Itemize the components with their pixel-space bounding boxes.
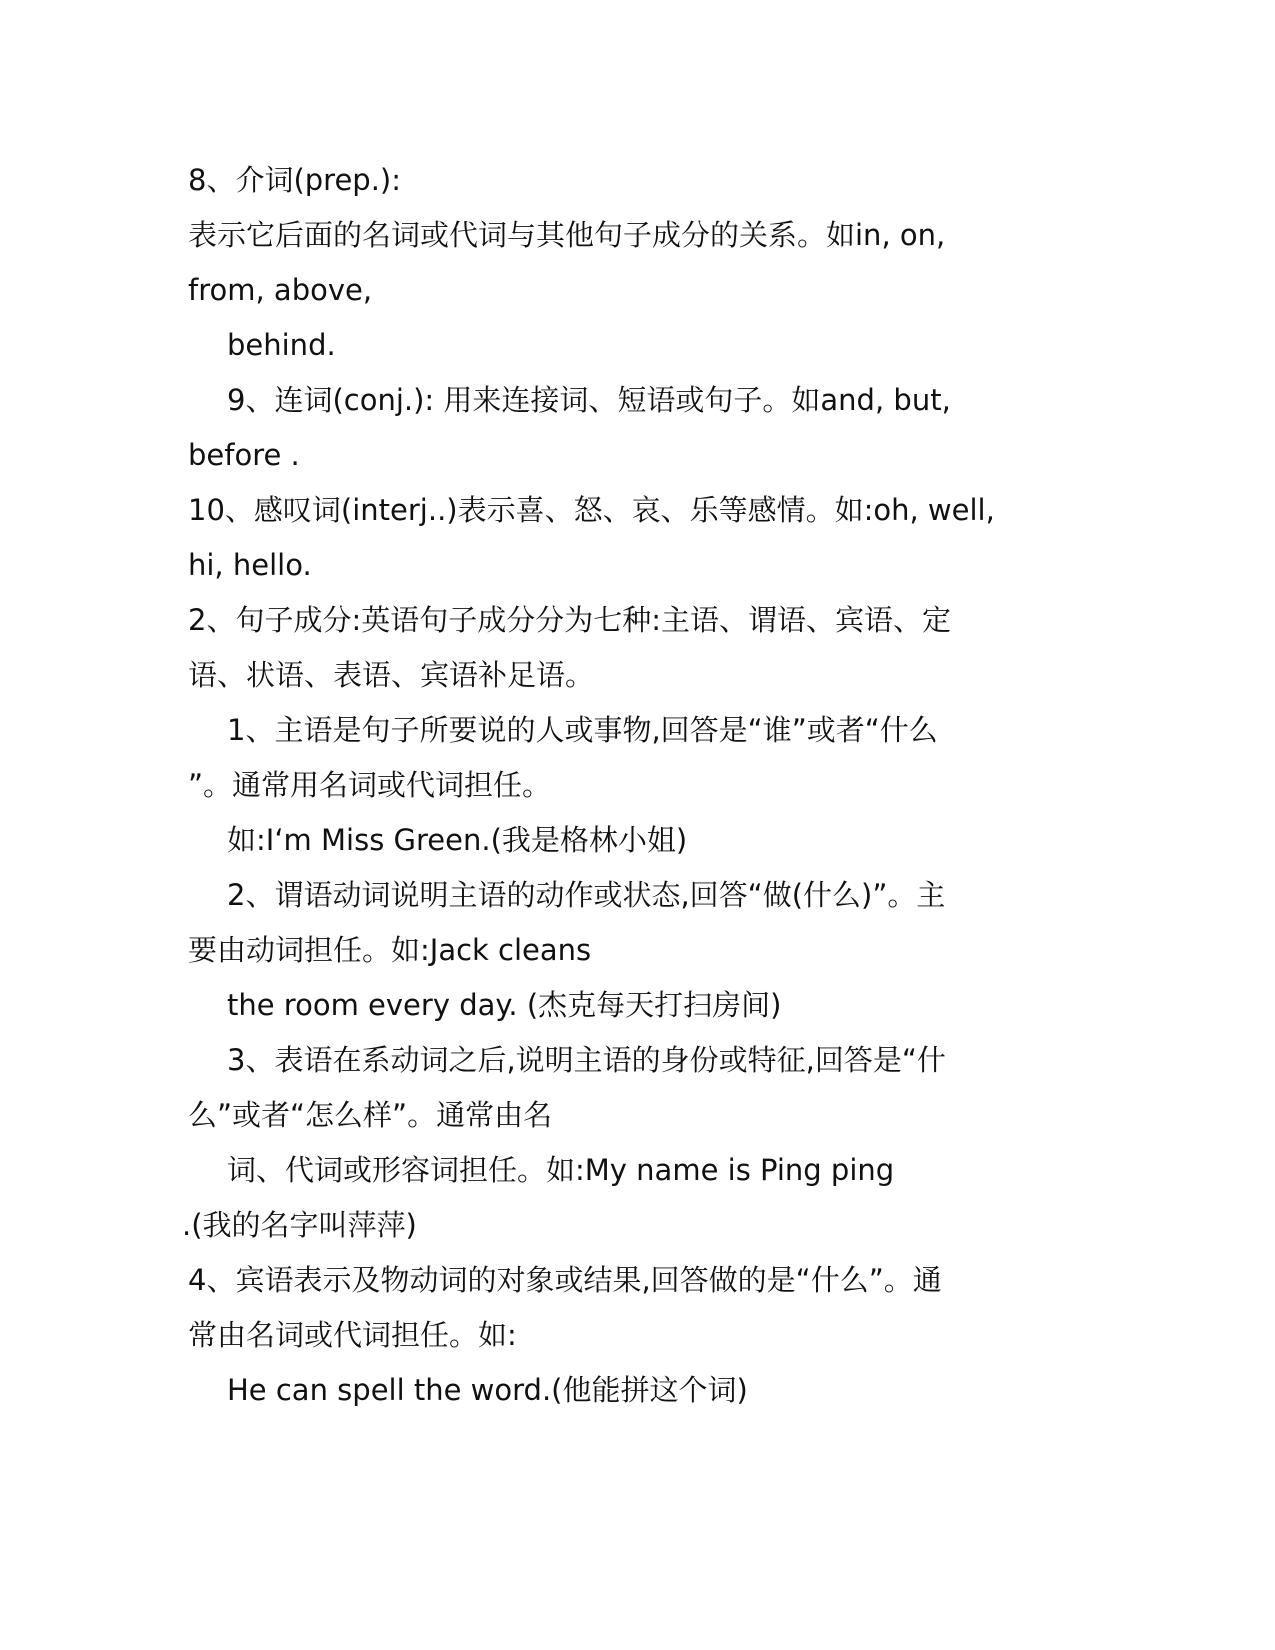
text-line: 么”或者“怎么样”。通常由名 xyxy=(188,1098,553,1132)
text-line: 1、主语是句子所要说的人或事物,回答是“谁”或者“什么 xyxy=(227,713,938,747)
text-line: 8、介词(prep.): xyxy=(188,163,402,197)
text-line: 2、谓语动词说明主语的动作或状态,回答“做(什么)”。主 xyxy=(227,878,946,912)
text-line: 9、连词(conj.): 用来连接词、短语或句子。如and, but, xyxy=(227,383,951,417)
text-line: 10、感叹词(interj..)表示喜、怒、哀、乐等感情。如:oh, well, xyxy=(188,493,995,527)
text-line: 3、表语在系动词之后,说明主语的身份或特征,回答是“什 xyxy=(227,1043,946,1077)
text-line: .(我的名字叫萍萍) xyxy=(182,1208,417,1242)
text-line: from, above, xyxy=(188,273,373,307)
text-line: 词、代词或形容词担任。如:My name is Ping ping xyxy=(227,1153,895,1187)
text-line: 常由名词或代词担任。如: xyxy=(188,1318,517,1352)
text-line: 要由动词担任。如:Jack cleans xyxy=(188,933,592,967)
text-line: He can spell the word.(他能拼这个词) xyxy=(227,1373,748,1407)
text-line: behind. xyxy=(227,328,336,362)
text-line: 如:I‘m Miss Green.(我是格林小姐) xyxy=(227,823,688,857)
text-line: hi, hello. xyxy=(188,548,312,582)
text-line: before . xyxy=(188,438,300,472)
text-line: the room every day. (杰克每天打扫房间) xyxy=(227,988,782,1022)
text-line: 2、句子成分:英语句子成分分为七种:主语、谓语、宾语、定 xyxy=(188,603,951,637)
text-line: 4、宾语表示及物动词的对象或结果,回答做的是“什么”。通 xyxy=(188,1263,942,1297)
text-line: ”。通常用名词或代词担任。 xyxy=(188,768,552,802)
text-line: 表示它后面的名词或代词与其他句子成分的关系。如in, on, xyxy=(188,218,946,252)
text-line: 语、状语、表语、宾语补足语。 xyxy=(188,658,595,692)
